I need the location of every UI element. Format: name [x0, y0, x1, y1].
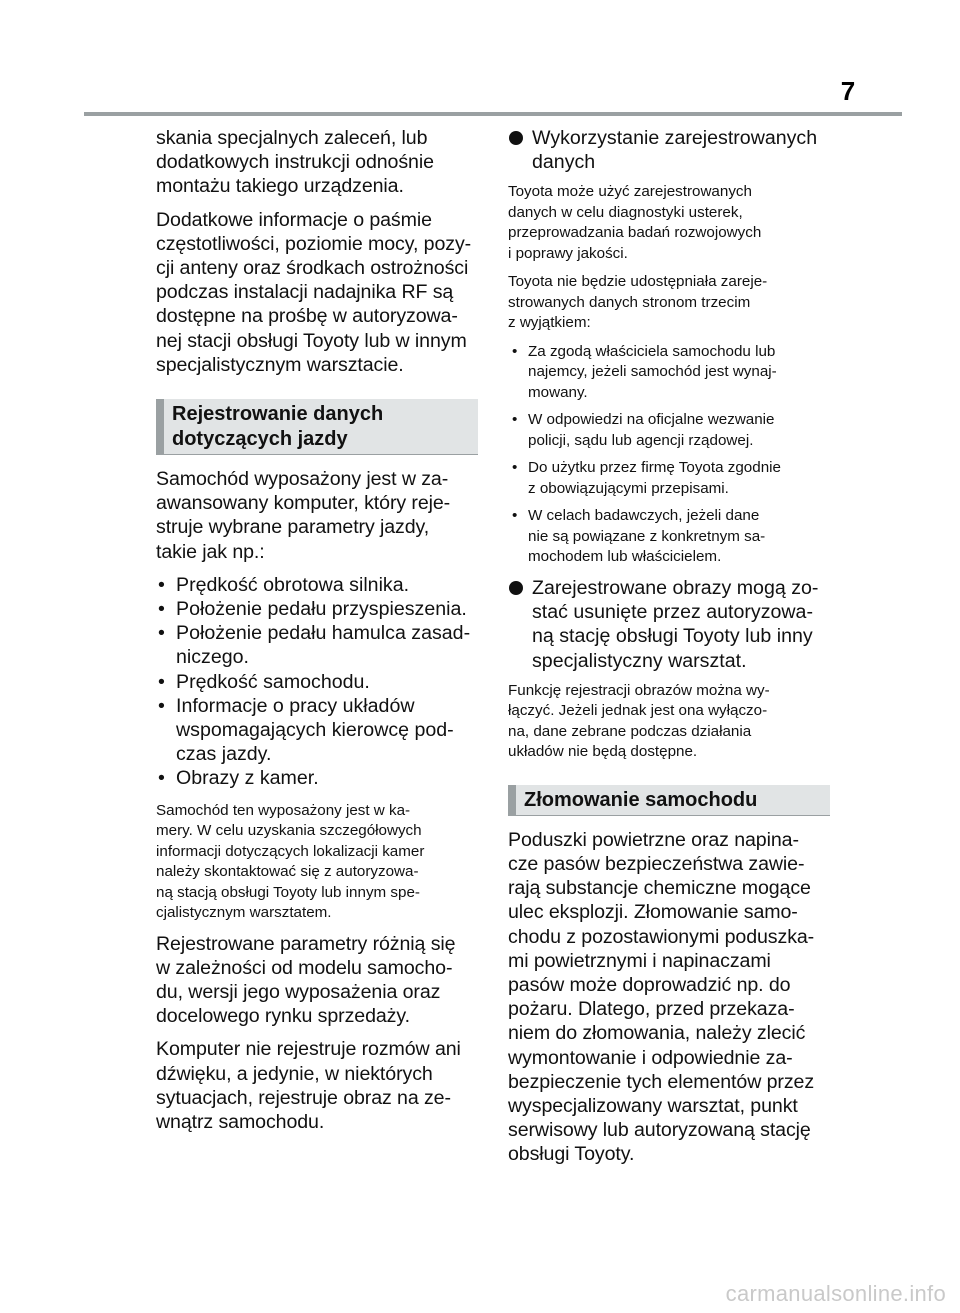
- text-line: wymontowanie i odpowiednie za-: [508, 1046, 793, 1069]
- variation-paragraph: [156, 932, 478, 1029]
- deletion-subheading-text: [532, 577, 818, 672]
- parameter-list-item: [156, 621, 478, 669]
- parameter-list-item: [156, 597, 478, 621]
- text-line: Funkcję rejestracji obrazów można wy-: [508, 681, 770, 699]
- text-line: dźwięku, a jedynie, w niektórych: [156, 1062, 433, 1085]
- text-line: cze pasów bezpieczeństwa zawie-: [508, 852, 805, 875]
- text-line: docelowego rynku sprzedaży.: [156, 1005, 410, 1028]
- text-line: mowany.: [528, 383, 588, 401]
- intro-paragraph: [156, 126, 478, 199]
- bullet-dot-icon: [509, 581, 523, 595]
- text-line: ulec eksplozji. Złomowanie samo-: [508, 901, 798, 924]
- text-line: stać usunięte przez autoryzowa-: [532, 601, 813, 624]
- text-line: należy skontaktować się z autoryzowa-: [156, 863, 419, 881]
- parameter-list-item: [156, 766, 478, 790]
- text-line: informacji dotyczących lokalizacji kamer: [156, 842, 425, 860]
- text-line: na, dane zebrane podczas działania: [508, 722, 752, 740]
- text-line: mery. W celu uzyskania szczegółowych: [156, 822, 422, 840]
- exception-list-item: [508, 458, 830, 499]
- text-line: niczego.: [176, 646, 249, 669]
- text-line: cjalistycznym warsztatem.: [156, 904, 332, 922]
- deletion-note: [508, 681, 830, 763]
- text-line: specjalistyczny warsztat.: [532, 649, 747, 672]
- text-line: dostępne na prośbę w autoryzowa-: [156, 305, 458, 328]
- text-line: Samochód ten wyposażony jest w ka-: [156, 801, 411, 819]
- text-line: i poprawy jakości.: [508, 244, 628, 262]
- text-line: specjalistycznym warsztacie.: [156, 353, 404, 376]
- text-line: Toyota może użyć zarejestrowanych: [508, 183, 752, 201]
- text-line: policji, sądu lub agencji rządowej.: [528, 431, 754, 449]
- exception-list-item: [508, 410, 830, 451]
- text-line: Do użytku przez firmę Toyota zgodnie: [528, 459, 781, 477]
- text-line: rają substancje chemiczne mogące: [508, 877, 811, 900]
- text-line: Rejestrowane parametry różnią się: [156, 932, 456, 955]
- text-line: nej stacji obsługi Toyoty lub w innym: [156, 329, 467, 352]
- text-line: W celach badawczych, jeżeli dane: [528, 507, 760, 525]
- parameter-list-item: [156, 670, 478, 694]
- parameter-list-item: [156, 694, 478, 767]
- bullet-dot-icon: [509, 131, 523, 145]
- page-number: 7: [840, 76, 856, 106]
- text-line: przeprowadzania badań rozwojowych: [508, 224, 762, 242]
- text-line: danych: [532, 151, 596, 174]
- text-line: Samochód wyposażony jest w za-: [156, 468, 449, 491]
- text-line: Rejestrowanie danych: [172, 403, 384, 426]
- text-line: w zależności od modelu samocho-: [156, 956, 453, 979]
- sharing-paragraph: [508, 272, 830, 334]
- text-line: mochodem lub właścicielem.: [528, 548, 722, 566]
- text-line: z obowiązującymi przepisami.: [528, 479, 729, 497]
- text-line: ną stację obsługi Toyoty lub inny: [532, 625, 813, 648]
- exception-list: [508, 342, 830, 568]
- text-line: awansowany komputer, który reje-: [156, 492, 451, 515]
- text-line: częstotliwości, poziomie mocy, pozy-: [156, 232, 472, 255]
- text-line: Położenie pedału przyspieszenia.: [176, 598, 467, 621]
- text-line: ną stacją obsługi Toyoty lub innym spe-: [156, 883, 420, 901]
- header-rule: [84, 112, 902, 116]
- parameter-list: [156, 573, 478, 791]
- text-line: wspomagających kierowcę pod-: [176, 719, 454, 742]
- left-column: [156, 126, 478, 1143]
- text-line: Informacje o pracy układów: [176, 694, 415, 717]
- text-line: bezpieczenie tych elementów przez: [508, 1070, 815, 1093]
- right-column: [508, 126, 830, 1176]
- text-line: Zarejestrowane obrazy mogą zo-: [532, 576, 819, 599]
- text-line: dotyczących jazdy: [172, 428, 348, 451]
- text-line: serwisowy lub autoryzowaną stację: [508, 1119, 811, 1142]
- text-line: niem do złomowania, należy zlecić: [508, 1022, 806, 1045]
- text-line: danych w celu diagnostyki usterek,: [508, 203, 743, 221]
- usage-paragraph: [508, 182, 830, 264]
- text-line: Złomowanie samochodu: [524, 788, 758, 811]
- text-line: montażu takiego urządzenia.: [156, 175, 404, 198]
- text-line: Położenie pedału hamulca zasad-: [176, 622, 471, 645]
- text-line: obsługi Toyoty.: [508, 1143, 635, 1166]
- text-line: Prędkość obrotowa silnika.: [176, 573, 410, 596]
- text-line: struje wybrane parametry jazdy,: [156, 516, 430, 539]
- usage-subheading-text: [532, 127, 817, 173]
- text-line: wyspecjalizowany warsztat, punkt: [508, 1094, 798, 1117]
- text-line: najemcy, jeżeli samochód jest wynaj-: [528, 363, 777, 381]
- text-line: mi powietrznymi i napinaczami: [508, 949, 771, 972]
- text-line: Dodatkowe informacje o paśmie: [156, 208, 432, 231]
- text-line: Poduszki powietrzne oraz napina-: [508, 828, 799, 851]
- text-line: takie jak np.:: [156, 540, 265, 563]
- camera-note: [156, 801, 478, 924]
- text-line: W odpowiedzi na oficjalne wezwanie: [528, 411, 775, 429]
- text-line: wnątrz samochodu.: [156, 1111, 325, 1134]
- section-heading-scrapping: [508, 785, 830, 816]
- text-line: chodu z pozostawionymi poduszka-: [508, 925, 815, 948]
- text-line: układów nie będą dostępne.: [508, 743, 698, 761]
- text-line: skania specjalnych zaleceń, lub: [156, 127, 428, 149]
- text-line: łączyć. Jeżeli jednak jest ona wyłączo-: [508, 702, 768, 720]
- text-line: Wykorzystanie zarejestrowanych: [532, 127, 818, 149]
- watermark: carmanualsonline.info: [725, 1281, 946, 1306]
- text-line: pożaru. Dlatego, przed przekaza-: [508, 998, 795, 1021]
- exception-list-item: [508, 506, 830, 568]
- scrapping-paragraph: [508, 828, 830, 1167]
- text-line: Za zgodą właściciela samochodu lub: [528, 342, 776, 360]
- usage-subheading: [508, 126, 830, 174]
- text-line: cji anteny oraz środkach ostrożności: [156, 257, 469, 280]
- section-heading-data-recording: [156, 399, 478, 455]
- text-line: Obrazy z kamer.: [176, 767, 319, 790]
- text-line: Komputer nie rejestruje rozmów ani: [156, 1038, 461, 1061]
- text-line: du, wersji jego wyposażenia oraz: [156, 981, 441, 1004]
- exception-list-item: [508, 342, 830, 404]
- text-line: Toyota nie będzie udostępniała zareje-: [508, 273, 768, 291]
- text-line: sytuacjach, rejestruje obraz na ze-: [156, 1086, 451, 1109]
- no-voice-paragraph: [156, 1037, 478, 1134]
- parameter-list-item: [156, 573, 478, 597]
- text-line: z wyjątkiem:: [508, 314, 591, 332]
- text-line: Prędkość samochodu.: [176, 670, 370, 693]
- text-line: strowanych danych stronom trzecim: [508, 293, 751, 311]
- text-line: pasów może doprowadzić np. do: [508, 973, 791, 996]
- computer-paragraph: [156, 467, 478, 564]
- text-line: dodatkowych instrukcji odnośnie: [156, 151, 434, 174]
- deletion-subheading: [508, 576, 830, 673]
- text-line: podczas instalacji nadajnika RF są: [156, 281, 454, 304]
- text-line: czas jazdy.: [176, 743, 272, 766]
- text-line: nie są powiązane z konkretnym sa-: [528, 527, 766, 545]
- rf-info-paragraph: [156, 208, 478, 377]
